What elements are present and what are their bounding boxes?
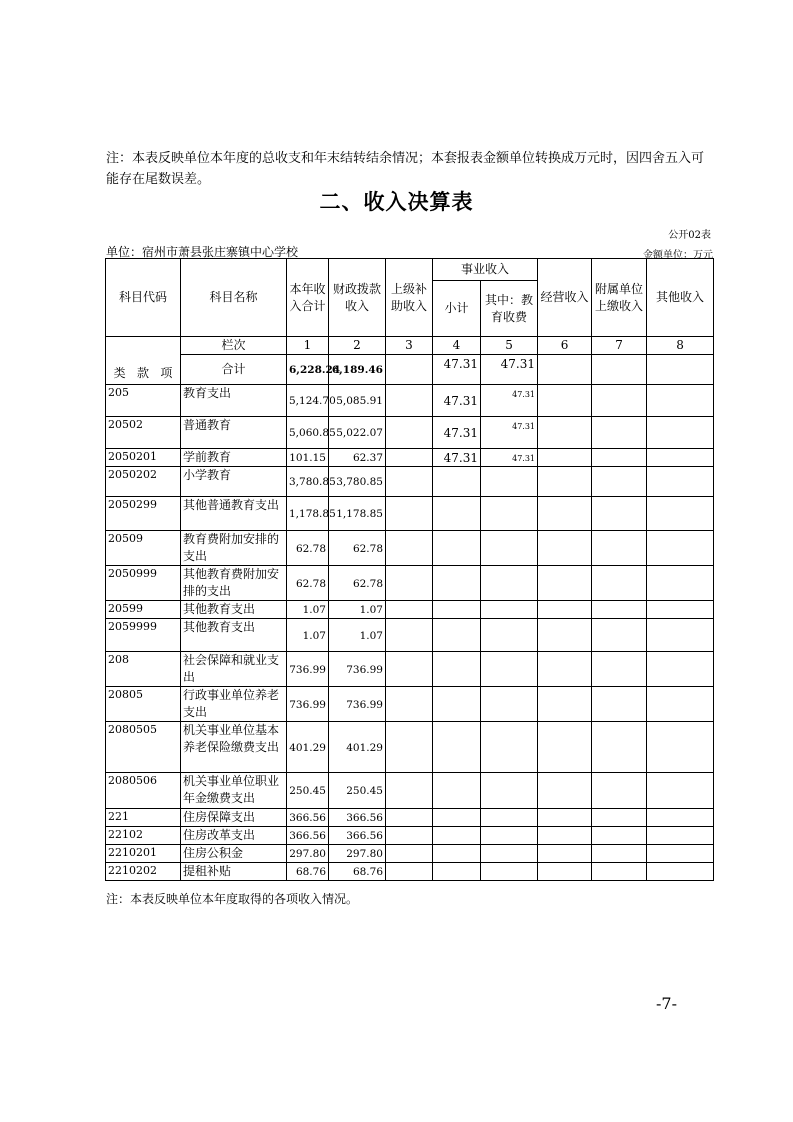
table-row <box>106 652 714 687</box>
row-edu-fee: 47.31 <box>481 385 538 417</box>
row-affiliated <box>592 385 647 417</box>
row-total: 5,124.70 <box>287 385 329 417</box>
row-total: 401.29 <box>287 722 329 773</box>
row-superior <box>386 773 433 809</box>
row-name: 住房保障支出 <box>181 809 287 827</box>
row-fiscal: 1.07 <box>329 619 386 652</box>
header-operating: 经营收入 <box>538 259 592 337</box>
row-edu-fee <box>481 809 538 827</box>
row-fiscal: 68.76 <box>329 863 386 881</box>
row-operating <box>538 687 592 722</box>
row-fiscal: 736.99 <box>329 652 386 687</box>
row-superior <box>386 863 433 881</box>
row-superior <box>386 619 433 652</box>
row-subtotal <box>433 863 481 881</box>
row-other <box>647 845 714 863</box>
total-row-superior <box>386 355 433 385</box>
row-affiliated <box>592 827 647 845</box>
row-superior <box>386 531 433 566</box>
row-subtotal <box>433 601 481 619</box>
row-superior <box>386 601 433 619</box>
table-row <box>106 467 714 497</box>
row-code: 2050201 <box>106 449 181 467</box>
header-kuan: 款 <box>136 366 149 380</box>
row-other <box>647 385 714 417</box>
row-edu-fee <box>481 467 538 497</box>
row-edu-fee <box>481 619 538 652</box>
row-edu-fee: 47.31 <box>481 417 538 449</box>
row-name: 机关事业单位职业年金缴费支出 <box>181 773 287 809</box>
row-code: 2080505 <box>106 722 181 773</box>
row-other <box>647 449 714 467</box>
row-superior <box>386 652 433 687</box>
header-subtotal: 小计 <box>433 281 481 337</box>
row-name: 教育费附加安排的支出 <box>181 531 287 566</box>
table-row <box>106 809 714 827</box>
table-row <box>106 845 714 863</box>
unit-label: 单位：宿州市萧县张庄寨镇中心学校 <box>106 245 299 259</box>
row-operating <box>538 531 592 566</box>
row-code: 20509 <box>106 531 181 566</box>
row-name: 提租补贴 <box>181 863 287 881</box>
row-edu-fee <box>481 687 538 722</box>
row-fiscal: 62.78 <box>329 531 386 566</box>
row-name: 其他教育费附加安排的支出 <box>181 566 287 601</box>
row-edu-fee <box>481 773 538 809</box>
row-edu-fee <box>481 652 538 687</box>
row-superior <box>386 497 433 531</box>
row-other <box>647 722 714 773</box>
row-total: 62.78 <box>287 531 329 566</box>
row-fiscal: 297.80 <box>329 845 386 863</box>
table-row <box>106 827 714 845</box>
row-affiliated <box>592 601 647 619</box>
row-operating <box>538 619 592 652</box>
row-total: 736.99 <box>287 652 329 687</box>
row-other <box>647 601 714 619</box>
row-code: 22102 <box>106 827 181 845</box>
page-title: 二、收入决算表 <box>319 190 474 214</box>
row-operating <box>538 566 592 601</box>
row-superior <box>386 385 433 417</box>
row-name: 社会保障和就业支出 <box>181 652 287 687</box>
row-code: 208 <box>106 652 181 687</box>
row-operating <box>538 863 592 881</box>
header-edu-fee: 其中：教育收费 <box>481 281 538 337</box>
table-row <box>106 497 714 531</box>
row-total: 1.07 <box>287 619 329 652</box>
table-row <box>106 722 714 773</box>
row-operating <box>538 773 592 809</box>
row-total: 3,780.85 <box>287 467 329 497</box>
row-affiliated <box>592 566 647 601</box>
row-other <box>647 652 714 687</box>
row-code: 20502 <box>106 417 181 449</box>
row-affiliated <box>592 619 647 652</box>
row-other <box>647 773 714 809</box>
row-name: 住房改革支出 <box>181 827 287 845</box>
row-operating <box>538 827 592 845</box>
row-edu-fee <box>481 827 538 845</box>
bottom-note: 注：本表反映单位本年度取得的各项收入情况。 <box>106 892 359 906</box>
header-total: 本年收入合计 <box>287 259 329 337</box>
row-subtotal <box>433 531 481 566</box>
row-edu-fee <box>481 863 538 881</box>
row-subtotal <box>433 566 481 601</box>
row-code: 2080506 <box>106 773 181 809</box>
col-num-1: 1 <box>287 337 329 355</box>
row-subtotal <box>433 467 481 497</box>
row-subtotal <box>433 722 481 773</box>
header-business: 事业收入 <box>433 259 538 281</box>
header-affiliated: 附属单位上缴收入 <box>592 259 647 337</box>
row-other <box>647 863 714 881</box>
header-fiscal: 财政拨款收入 <box>329 259 386 337</box>
row-name: 其他普通教育支出 <box>181 497 287 531</box>
table-row <box>106 687 714 722</box>
row-operating <box>538 385 592 417</box>
row-total: 1.07 <box>287 601 329 619</box>
row-fiscal: 736.99 <box>329 687 386 722</box>
row-fiscal: 5,022.07 <box>329 417 386 449</box>
row-edu-fee <box>481 601 538 619</box>
row-affiliated <box>592 497 647 531</box>
row-other <box>647 531 714 566</box>
row-code: 2050299 <box>106 497 181 531</box>
row-fiscal: 366.56 <box>329 809 386 827</box>
row-fiscal: 62.37 <box>329 449 386 467</box>
row-subtotal: 47.31 <box>433 449 481 467</box>
money-unit-label: 金额单位：万元 <box>643 250 713 261</box>
header-xiang: 项 <box>160 366 173 380</box>
row-name: 普通教育 <box>181 417 287 449</box>
row-name: 学前教育 <box>181 449 287 467</box>
row-affiliated <box>592 417 647 449</box>
row-affiliated <box>592 809 647 827</box>
table-row <box>106 619 714 652</box>
row-fiscal: 250.45 <box>329 773 386 809</box>
row-fiscal: 62.78 <box>329 566 386 601</box>
row-fiscal: 366.56 <box>329 827 386 845</box>
row-superior <box>386 809 433 827</box>
col-num-3: 3 <box>386 337 433 355</box>
row-other <box>647 467 714 497</box>
row-other <box>647 566 714 601</box>
row-subtotal <box>433 773 481 809</box>
row-code: 2050999 <box>106 566 181 601</box>
row-operating <box>538 497 592 531</box>
total-row-edu-fee: 47.31 <box>481 355 538 385</box>
row-total: 366.56 <box>287 809 329 827</box>
row-edu-fee <box>481 497 538 531</box>
row-operating <box>538 722 592 773</box>
row-subtotal <box>433 809 481 827</box>
total-row-other <box>647 355 714 385</box>
row-superior <box>386 467 433 497</box>
row-subtotal <box>433 652 481 687</box>
row-subtotal <box>433 619 481 652</box>
col-num-6: 6 <box>538 337 592 355</box>
page-number: -7- <box>656 994 677 1013</box>
row-code: 20805 <box>106 687 181 722</box>
row-total: 1,178.85 <box>287 497 329 531</box>
form-number: 公开02表 <box>668 230 711 241</box>
row-subtotal <box>433 845 481 863</box>
col-num-7: 7 <box>592 337 647 355</box>
row-total: 101.15 <box>287 449 329 467</box>
row-superior <box>386 449 433 467</box>
row-code: 20599 <box>106 601 181 619</box>
total-row-total: 6,228.24 <box>287 355 329 385</box>
table-row <box>106 863 714 881</box>
income-table <box>105 258 714 881</box>
row-subtotal <box>433 497 481 531</box>
row-edu-fee <box>481 722 538 773</box>
row-operating <box>538 652 592 687</box>
table-row <box>106 531 714 566</box>
row-fiscal: 401.29 <box>329 722 386 773</box>
row-total: 250.45 <box>287 773 329 809</box>
total-row-subtotal: 47.31 <box>433 355 481 385</box>
table-row <box>106 449 714 467</box>
row-affiliated <box>592 449 647 467</box>
row-total: 5,060.85 <box>287 417 329 449</box>
row-other <box>647 809 714 827</box>
row-affiliated <box>592 652 647 687</box>
total-row-fiscal: 6,189.46 <box>329 355 386 385</box>
row-name: 机关事业单位基本养老保险缴费支出 <box>181 722 287 773</box>
row-code: 2210202 <box>106 863 181 881</box>
col-num-2: 2 <box>329 337 386 355</box>
row-edu-fee <box>481 845 538 863</box>
row-edu-fee <box>481 566 538 601</box>
row-affiliated <box>592 773 647 809</box>
header-name: 科目名称 <box>181 259 287 337</box>
row-other <box>647 417 714 449</box>
row-subtotal: 47.31 <box>433 417 481 449</box>
row-fiscal: 3,780.85 <box>329 467 386 497</box>
row-subtotal <box>433 687 481 722</box>
row-other <box>647 687 714 722</box>
col-num-5: 5 <box>481 337 538 355</box>
row-superior <box>386 722 433 773</box>
row-operating <box>538 809 592 827</box>
row-superior <box>386 417 433 449</box>
total-row-affiliated <box>592 355 647 385</box>
row-affiliated <box>592 467 647 497</box>
row-operating <box>538 467 592 497</box>
row-superior <box>386 566 433 601</box>
row-affiliated <box>592 863 647 881</box>
row-code: 2210201 <box>106 845 181 863</box>
row-other <box>647 619 714 652</box>
table-row <box>106 566 714 601</box>
row-operating <box>538 601 592 619</box>
row-total: 297.80 <box>287 845 329 863</box>
row-total: 68.76 <box>287 863 329 881</box>
row-superior <box>386 687 433 722</box>
row-superior <box>386 845 433 863</box>
row-total: 62.78 <box>287 566 329 601</box>
row-superior <box>386 827 433 845</box>
row-name: 行政事业单位养老支出 <box>181 687 287 722</box>
header-other: 其他收入 <box>647 259 714 337</box>
row-code: 2050202 <box>106 467 181 497</box>
table-row <box>106 385 714 417</box>
row-total: 366.56 <box>287 827 329 845</box>
table-row <box>106 773 714 809</box>
row-subtotal <box>433 827 481 845</box>
row-edu-fee: 47.31 <box>481 449 538 467</box>
row-code: 2059999 <box>106 619 181 652</box>
top-note: 注：本表反映单位本年度的总收支和年末结转结余情况；本套报表金额单位转换成万元时，因四舍五入可能存在尾数误差。 <box>106 151 705 187</box>
row-operating <box>538 845 592 863</box>
table-row <box>106 601 714 619</box>
total-row-label: 合计 <box>181 355 287 385</box>
col-num-8: 8 <box>647 337 714 355</box>
col-num-4: 4 <box>433 337 481 355</box>
row-fiscal: 1,178.85 <box>329 497 386 531</box>
row-name: 住房公积金 <box>181 845 287 863</box>
row-name: 教育支出 <box>181 385 287 417</box>
row-code: 205 <box>106 385 181 417</box>
row-other <box>647 497 714 531</box>
row-name: 小学教育 <box>181 467 287 497</box>
row-subtotal: 47.31 <box>433 385 481 417</box>
header-class-cells <box>106 337 181 385</box>
header-col-label: 栏次 <box>181 337 287 355</box>
row-code: 221 <box>106 809 181 827</box>
header-code: 科目代码 <box>106 259 181 337</box>
row-affiliated <box>592 722 647 773</box>
row-other <box>647 827 714 845</box>
row-affiliated <box>592 687 647 722</box>
row-affiliated <box>592 845 647 863</box>
total-row-operating <box>538 355 592 385</box>
row-fiscal: 5,085.91 <box>329 385 386 417</box>
row-operating <box>538 449 592 467</box>
row-name: 其他教育支出 <box>181 619 287 652</box>
row-total: 736.99 <box>287 687 329 722</box>
header-lei: 类 <box>113 366 126 380</box>
row-affiliated <box>592 531 647 566</box>
row-operating <box>538 417 592 449</box>
table-row <box>106 417 714 449</box>
header-superior: 上级补助收入 <box>386 259 433 337</box>
row-fiscal: 1.07 <box>329 601 386 619</box>
row-edu-fee <box>481 531 538 566</box>
row-name: 其他教育支出 <box>181 601 287 619</box>
